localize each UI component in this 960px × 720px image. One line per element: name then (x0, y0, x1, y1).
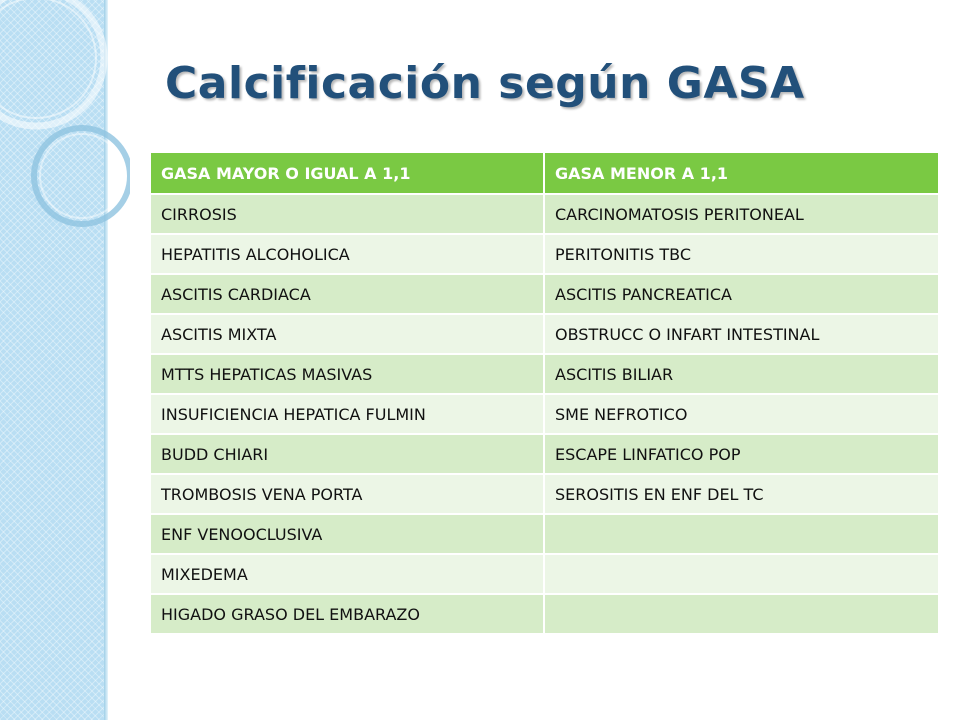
table-cell: OBSTRUCC O INFART INTESTINAL (544, 314, 938, 354)
column-header-gasa-low: GASA MENOR A 1,1 (544, 153, 938, 194)
table-cell: TROMBOSIS VENA PORTA (151, 474, 544, 514)
decorative-ring-small (34, 128, 130, 224)
table-cell: SME NEFROTICO (544, 394, 938, 434)
table-row (151, 194, 938, 234)
table-cell (544, 514, 938, 554)
table-cell: ASCITIS BILIAR (544, 354, 938, 394)
table-cell: INSUFICIENCIA HEPATICA FULMIN (151, 394, 544, 434)
table-cell: SEROSITIS EN ENF DEL TC (544, 474, 938, 514)
slide-title: Calcificación según GASA (165, 58, 805, 109)
decorative-rings (0, 0, 130, 260)
table-cell: ESCAPE LINFATICO POP (544, 434, 938, 474)
table-cell: CIRROSIS (151, 194, 544, 234)
table-cell: ASCITIS MIXTA (151, 314, 544, 354)
decorative-ring-small-inner (40, 134, 124, 218)
table-row (151, 434, 938, 474)
table-cell: MIXEDEMA (151, 554, 544, 594)
table-cell: ASCITIS CARDIACA (151, 274, 544, 314)
table-cell: MTTS HEPATICAS MASIVAS (151, 354, 544, 394)
table-row (151, 314, 938, 354)
table-row (151, 394, 938, 434)
table-row (151, 514, 938, 554)
decorative-ring-large (0, 0, 104, 126)
table-header-row (151, 153, 938, 194)
table-cell: BUDD CHIARI (151, 434, 544, 474)
table-cell: HEPATITIS ALCOHOLICA (151, 234, 544, 274)
table-row (151, 594, 938, 633)
table-cell (544, 594, 938, 633)
table-cell: HIGADO GRASO DEL EMBARAZO (151, 594, 544, 633)
table-row (151, 474, 938, 514)
gasa-classification-table (151, 153, 938, 633)
table-row (151, 554, 938, 594)
table-cell: PERITONITIS TBC (544, 234, 938, 274)
table-row (151, 274, 938, 314)
column-header-gasa-high: GASA MAYOR O IGUAL A 1,1 (151, 153, 544, 194)
table-row (151, 354, 938, 394)
decorative-ring-large-inner (0, 0, 96, 118)
table-cell: ASCITIS PANCREATICA (544, 274, 938, 314)
table-row (151, 234, 938, 274)
table-cell: CARCINOMATOSIS PERITONEAL (544, 194, 938, 234)
table-cell (544, 554, 938, 594)
table-cell: ENF VENOOCLUSIVA (151, 514, 544, 554)
